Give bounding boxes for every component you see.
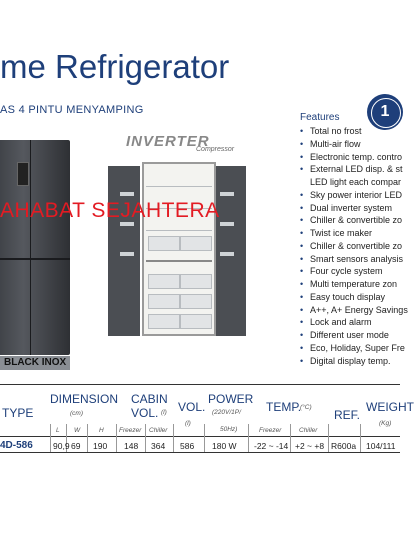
header-vol-unit: (l) bbox=[185, 420, 191, 427]
page-title: me Refrigerator bbox=[0, 48, 230, 85]
header-cabin: CABIN bbox=[131, 392, 168, 406]
color-label: BLACK INOX bbox=[0, 356, 70, 370]
cell-power: 180 W bbox=[212, 441, 237, 451]
cell-length: 90,9 bbox=[53, 441, 70, 451]
cell-weight: 104/111 bbox=[366, 441, 396, 451]
header-weight: WEIGHT bbox=[366, 400, 414, 414]
cell-temp-chiller: +2 ~ +8 bbox=[295, 441, 325, 451]
header-ref: REF. bbox=[334, 408, 361, 422]
cell-width: 69 bbox=[71, 441, 81, 451]
header-power-unit: (220V/1P/ bbox=[212, 409, 241, 416]
header-dimension: DIMENSION bbox=[50, 392, 119, 406]
feature-item: • External LED disp. & st bbox=[300, 163, 400, 176]
cell-freezer: 148 bbox=[124, 441, 139, 451]
header-type: TYPE bbox=[2, 406, 34, 420]
fridge-open-image bbox=[108, 152, 246, 337]
cell-ref: R600a bbox=[331, 441, 357, 451]
subheader-chiller: Chiller bbox=[149, 427, 168, 434]
subheader-h: H bbox=[99, 427, 104, 434]
watermark-text: AHABAT SEJAHTERA bbox=[0, 199, 220, 222]
inverter-subtitle: Compressor bbox=[196, 146, 235, 153]
feature-item: • Total no frost bbox=[300, 125, 400, 138]
feature-item: • Different user mode bbox=[300, 329, 400, 342]
feature-item: • Dual inverter system bbox=[300, 202, 400, 215]
header-power-unit2: 50Hz) bbox=[220, 426, 238, 433]
cell-volume: 586 bbox=[180, 441, 195, 451]
feature-item: • Four cycle system bbox=[300, 265, 400, 278]
header-vol: VOL. bbox=[178, 400, 206, 414]
feature-item: • Easy touch display bbox=[300, 291, 400, 304]
award-badge: 1 bbox=[367, 94, 403, 130]
feature-item: • Twist ice maker bbox=[300, 227, 400, 240]
cell-type: 4D-586 bbox=[0, 440, 33, 451]
award-badge-ring bbox=[371, 98, 401, 128]
feature-item: • Chiller & convertible zo bbox=[300, 214, 400, 227]
features-heading: Features bbox=[300, 112, 340, 123]
feature-item: • Multi temperature zon bbox=[300, 278, 400, 291]
feature-item: LED light each compar bbox=[310, 177, 402, 187]
header-cabin-unit: (l) bbox=[161, 409, 167, 416]
header-temp-unit: (°C) bbox=[300, 404, 312, 411]
feature-item: • Eco, Holiday, Super Fre bbox=[300, 342, 400, 355]
feature-item: • Smart sensors analysis bbox=[300, 253, 400, 266]
fridge-closed-image bbox=[0, 140, 70, 355]
feature-item: • Sky power interior LED bbox=[300, 189, 400, 202]
inverter-logo: INVERTER bbox=[126, 133, 210, 150]
features-list bbox=[300, 125, 408, 367]
feature-item: • Chiller & convertible zo bbox=[300, 240, 400, 253]
header-cabin-vol: VOL. bbox=[131, 406, 159, 420]
feature-item: • Digital display temp. bbox=[300, 355, 400, 368]
subheader-temp-freezer: Freezer bbox=[259, 427, 282, 434]
subheader-freezer: Freezer bbox=[119, 427, 142, 434]
feature-item: • Lock and alarm bbox=[300, 316, 400, 329]
feature-item: • Electronic temp. contro bbox=[300, 151, 400, 164]
feature-item: • Multi-air flow bbox=[300, 138, 400, 151]
page-subtitle: AS 4 PINTU MENYAMPING bbox=[0, 104, 144, 116]
header-weight-unit: (Kg) bbox=[379, 420, 392, 427]
cell-chiller: 364 bbox=[151, 441, 166, 451]
subheader-temp-chiller: Chiller bbox=[299, 427, 318, 434]
feature-item: • A++, A+ Energy Savings bbox=[300, 304, 400, 317]
header-temp: TEMP. bbox=[266, 400, 302, 414]
cell-height: 190 bbox=[93, 441, 108, 451]
subheader-w: W bbox=[74, 427, 81, 434]
cell-temp-freezer: -22 ~ -14 bbox=[254, 441, 289, 451]
header-dimension-unit: (cm) bbox=[70, 410, 83, 417]
display-panel-icon bbox=[17, 162, 29, 186]
subheader-l: L bbox=[56, 427, 60, 434]
header-power: POWER bbox=[208, 392, 254, 406]
